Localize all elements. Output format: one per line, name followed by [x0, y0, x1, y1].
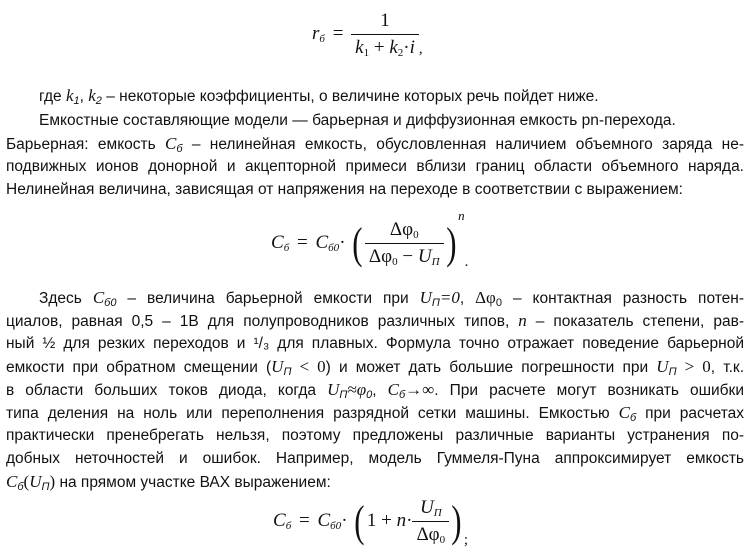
- text-line: Нелинейная величина, зависящая от напряжения на переходе в соответствии с выражением:: [6, 181, 683, 198]
- right-paren: ): [445, 219, 456, 269]
- text-line: емкости при обратном смещении $(U_П < 0)$ и может дать большие погрешности при $U_П > 0$, т.к.: [6, 357, 745, 378]
- fraction: $\frac{\Delta\varphi 0}{\Delta\varphi 0 - U_П}$: [365, 219, 444, 268]
- fraction: $\frac{1}{k1 + k2\cdot i}$: [351, 10, 419, 59]
- fraction: $\frac{U_П}{\Delta\varphi 0}$: [412, 497, 449, 546]
- formula-barrier-capacitance: $C_б = C_{б0}\cdot$ ( $\frac{\Delta\varphi 0}{\Delta\varphi 0 - U_П}$ )$^n_.$: [271, 208, 469, 270]
- text-line: ный ½ для резких переходов и ¹/₃ для плавных. Формула точно отражает поведение барьерной: [6, 335, 744, 352]
- text-line: где $k_1$, $k_2$ – некоторые коэффициенты, о величине которых речь пойдет ниже.: [39, 86, 599, 107]
- text-line: Здесь $C_{б0}$ – величина барьерной емкости при $U_П=0$, Δφ0 – контактная разность потен-: [39, 288, 744, 309]
- text-line: циалов, равная 0,5 – 1В для полупроводников различных типов, n – показатель степени, рав-: [6, 311, 744, 330]
- right-paren: ): [451, 497, 462, 546]
- left-paren: (: [354, 497, 365, 546]
- text-line: в области больших токов диода, когда $U_П\approx\varphi_0$, $C_б\to\infty$. При расчете могут возникать ошибки: [6, 380, 744, 401]
- text-line: подвижных ионов донорной и акцепторной примеси вблизи границ области объемного наряда.: [6, 158, 744, 175]
- text-line: Емкостные составляющие модели — барьерная и диффузионная емкость pn-перехода.: [39, 112, 676, 129]
- text-line: практически пренебрегать нельзя, поэтому предложены различные варианты устранения по-: [6, 427, 744, 444]
- left-paren: (: [352, 219, 363, 269]
- formula-resistance: $r_б$ = $\frac{1}{k1 + k2\cdot i}$ $_,$: [312, 10, 423, 59]
- formula-gummel-poon: $C_б = C_{б0}\cdot$ ( 1 + n· $\frac{U_П}{\Delta\varphi 0}$ ) $_;$: [273, 497, 468, 548]
- text-line: добных неточностей и ошибок. Например, модель Гуммеля-Пуна аппроксимирует емкость: [6, 450, 744, 467]
- text-line: $C_б(U_П)$ на прямом участке ВАХ выражением:: [6, 472, 331, 493]
- text-line: типа деления на ноль или переполнения разрядной сетки машины. Емкостью $C_б$ при расчетах: [6, 403, 745, 424]
- text-line: Барьерная: емкость $C_б$ – нелинейная емкость, обусловленная наличием объемного заряда не-: [6, 134, 744, 155]
